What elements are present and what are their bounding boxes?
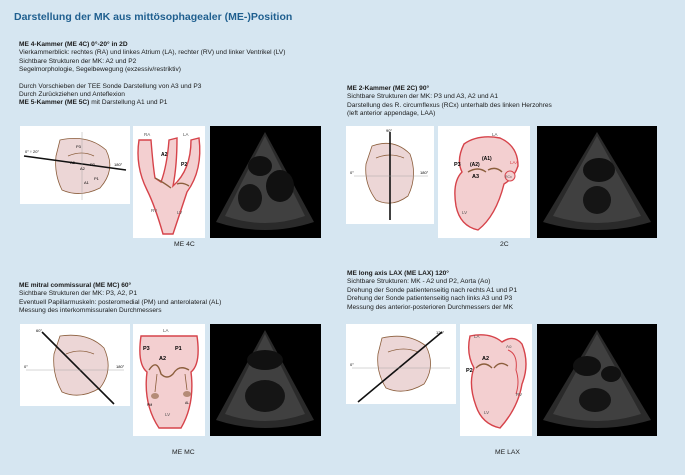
- memc-lv-label: LV: [165, 412, 171, 417]
- melax-la-label: LA: [474, 334, 480, 339]
- me4c-rv-label: RV: [151, 208, 158, 213]
- me5c-text: mit Darstellung A1 und P1: [89, 99, 168, 107]
- melax-caption: ME LAX: [495, 449, 520, 456]
- memc-clock-diagram: [20, 324, 130, 406]
- memc-pm-label: PM: [147, 403, 153, 407]
- me2c-line-1: Sichtbare Strukturen der MK: P3 und A3, A2 und A1: [347, 93, 499, 101]
- me2c-angle-left: 0°: [350, 170, 354, 175]
- memc-line-3: Messung des interkommissuralen Durchmessers: [19, 307, 162, 315]
- me4c-text: [19, 41, 285, 108]
- memc-angle-left: 0°: [24, 364, 28, 369]
- melax-heading: ME long axis LAX (ME LAX) 120°: [347, 270, 449, 277]
- me2c-p3-label: P3: [454, 162, 461, 168]
- me4c-caption: ME 4C: [174, 241, 195, 248]
- memc-heading: ME mitral commissural (ME MC) 60°: [19, 282, 132, 289]
- melax-echo-image: [537, 324, 657, 436]
- me2c-heart-panel: [438, 126, 530, 238]
- page-title: Darstellung der MK aus mittösophagealer (ME-)Position: [14, 11, 293, 23]
- memc-p3-label: P3: [143, 346, 150, 352]
- me2c-lv-label: LV: [462, 210, 468, 215]
- melax-heart-diagram: [460, 324, 532, 436]
- me2c-clock-panel: [346, 126, 434, 224]
- melax-heart-panel: [460, 324, 532, 436]
- memc-al-label: AL: [185, 401, 190, 405]
- me4c-line-1: Vierkammerblick: rechtes (RA) und linkes Atrium (LA), rechter (RV) und linker Ventrikel (LV): [19, 49, 286, 57]
- me2c-heading: ME 2-Kammer (ME 2C) 90°: [347, 85, 430, 92]
- melax-angle-left: 0°: [350, 362, 354, 367]
- memc-clock-panel: [20, 324, 130, 406]
- me4c-extra-2: Durch Zurückziehen und Anteflexion: [19, 91, 125, 99]
- memc-heart-panel: [133, 324, 205, 436]
- me2c-line-3: (left anterior appendage, LAA): [347, 110, 436, 118]
- me2c-echo-image: [537, 126, 657, 238]
- me2c-caption: 2C: [500, 241, 509, 248]
- valve-p3: P3: [76, 144, 81, 149]
- memc-a2-label: A2: [159, 356, 167, 362]
- me2c-line-2: Darstellung des R. circumflexus (RCx) unterhalb des linken Herzohres: [347, 101, 552, 109]
- me4c-line-3: Segelmorphologie, Segelbewegung (exzessiv/restriktiv): [19, 66, 181, 74]
- me4c-extra-1: Durch Vorschieben der TEE Sonde Darstellung von A3 und P3: [19, 82, 202, 90]
- me2c-rcx-label: RCx: [505, 175, 512, 179]
- valve-p2: P2: [90, 162, 95, 167]
- me4c-heart-panel: [133, 126, 205, 238]
- me4c-echo-image: [210, 126, 321, 238]
- me2c-heart-diagram: [438, 126, 530, 238]
- me2c-a3-label: A3: [472, 174, 480, 180]
- me4c-clock-diagram: [20, 126, 130, 204]
- me2c-clock-diagram: [346, 126, 434, 224]
- me2c-text: [347, 85, 552, 119]
- melax-line-2: Drehung der Sonde patientenseitig nach rechts A1 und P1: [347, 286, 518, 294]
- memc-la-label: LA: [163, 328, 169, 333]
- me4c-p2-label: P2: [181, 162, 188, 168]
- me2c-laa-label: LAA: [510, 160, 519, 165]
- melax-clock-diagram: [346, 324, 456, 404]
- melax-line-3: Drehung der Sonde patientenseitig nach links A3 und P3: [347, 295, 513, 303]
- valve-a3: A3: [70, 160, 75, 165]
- memc-echo-image: [210, 324, 321, 436]
- me4c-ra-label: RA: [144, 132, 151, 137]
- me2c-la-label: LA: [492, 132, 498, 137]
- memc-text: [19, 282, 221, 316]
- memc-heart-diagram: [133, 324, 205, 436]
- me2c-angle-top: 90°: [386, 128, 393, 133]
- melax-rv-label: RV: [516, 392, 523, 397]
- me2c-angle-right: 180°: [420, 170, 429, 175]
- valve-a2: A2: [80, 166, 85, 171]
- melax-line-4: Messung des anterior-posterioren Durchmessers der MK: [347, 303, 514, 311]
- melax-lv-label: LV: [484, 410, 490, 415]
- me5c-heading: ME 5-Kammer (ME 5C): [19, 99, 90, 107]
- me4c-a2-label: A2: [161, 152, 168, 158]
- melax-line-1: Sichtbare Strukturen: MK - A2 und P2, Aorta (Ao): [347, 278, 491, 286]
- me4c-angle-right: 180°: [114, 162, 123, 167]
- me4c-heart-diagram: [133, 126, 205, 238]
- me2c-a1-label: (A1): [482, 156, 492, 162]
- memc-angle-right: 180°: [116, 364, 125, 369]
- memc-p1-label: P1: [175, 346, 182, 352]
- memc-caption: ME MC: [172, 449, 195, 456]
- me2c-a2-label: (A2): [470, 162, 480, 168]
- me4c-la-label: LA: [183, 132, 189, 137]
- me4c-lv-label: LV: [177, 210, 183, 215]
- melax-ao-label: Ao: [506, 344, 512, 349]
- melax-clock-panel: [346, 324, 456, 404]
- me4c-line-2: Sichtbare Strukturen der MK: A2 und P2: [19, 57, 137, 65]
- valve-a1: A1: [84, 180, 89, 185]
- me4c-angle-top: 0° ↑ 20°: [25, 149, 40, 154]
- valve-p1: P1: [94, 176, 99, 181]
- memc-line-2: Eventuell Papillarmuskeln: posteromedial (PM) und anterolateral (AL): [19, 298, 222, 306]
- me4c-heading: ME 4-Kammer (ME 4C) 0°-20° in 2D: [19, 41, 128, 48]
- melax-text: [347, 270, 517, 312]
- melax-a2-label: A2: [482, 356, 490, 362]
- me4c-clock-panel: [20, 126, 130, 204]
- melax-p2-label: P2: [466, 368, 473, 374]
- memc-angle-top: 60°: [36, 328, 43, 333]
- memc-line-1: Sichtbare Strukturen der MK: P3, A2, P1: [19, 290, 138, 298]
- melax-angle-top: 120°: [436, 330, 445, 335]
